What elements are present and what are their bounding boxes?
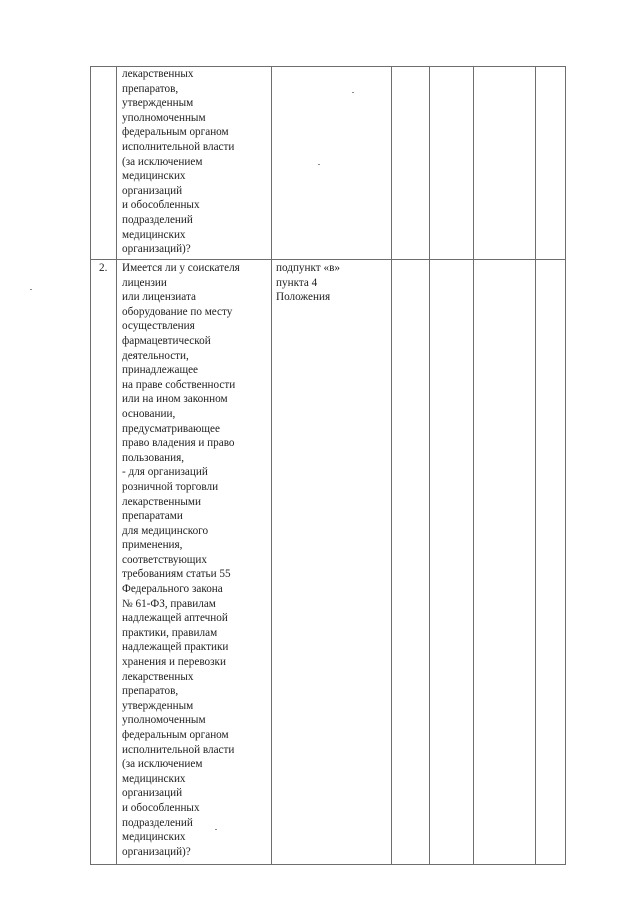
answer-cell-no xyxy=(430,260,474,865)
table-row xyxy=(91,67,566,260)
checklist-table xyxy=(90,66,566,865)
note-cell xyxy=(536,67,566,260)
answer-cell-not-applicable xyxy=(474,260,536,865)
row-number-cell xyxy=(91,67,117,260)
row-number: 2. xyxy=(99,262,108,274)
scan-speck xyxy=(215,829,217,830)
question-text: лекарственных препаратов, утвержденным уполномоченным федеральным органом исполнительной власти (за исключением медицинских организаций и обособленных подразделений медицинских организаций)? xyxy=(122,68,235,256)
answer-cell-yes xyxy=(392,67,430,260)
row-number-cell xyxy=(91,260,117,865)
answer-cell-not-applicable xyxy=(474,67,536,260)
answer-cell-yes xyxy=(392,260,430,865)
row-number xyxy=(91,67,116,68)
question-cell xyxy=(117,67,272,260)
scan-speck xyxy=(352,92,354,93)
table-row xyxy=(91,260,566,865)
question-text: Имеется ли у соискателя лицензии или лицензиата оборудование по месту осуществления фармацевтической деятельности, принадлежащее на праве собственности или на ином законном основании, предусматривающее право владения и право пользования, - для организаций розничной торговли лекарственными препаратами для медицинского применения, соответствующих требованиям статьи 55 Федерального закона № 61-ФЗ, правилам надлежащей аптечной практики, правилам надлежащей практики хранения и перевозки лекарственных препаратов, утвержденным уполномоченным федеральным органом исполнительной власти (за исключением медицинских организаций и обособленных подразделений медицинских организаций)? xyxy=(122,262,240,858)
scan-speck xyxy=(30,289,32,290)
reference-cell xyxy=(272,260,392,865)
note-cell xyxy=(536,260,566,865)
reference-text: подпункт «в» пункта 4 Положения xyxy=(276,262,340,304)
reference-cell xyxy=(272,67,392,260)
scan-speck xyxy=(318,164,320,165)
question-cell xyxy=(117,260,272,865)
answer-cell-no xyxy=(430,67,474,260)
